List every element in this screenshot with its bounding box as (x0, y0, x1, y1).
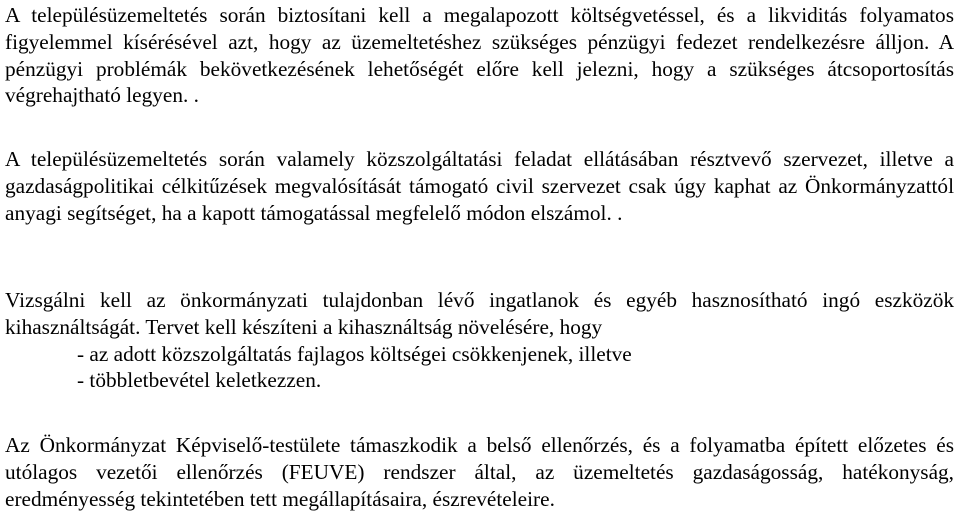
paragraph-asset-utilization (5, 287, 954, 394)
paragraph-civil-support: A településüzemeltetés során valamely közszolgáltatási feladat ellátásában résztvevő szervezet, illetve a gazdaságpolitikai célkitűzések megvalósítását támogató civil szervezet csak úgy kaphat az Önkormányzattól anyagi segítséget, ha a kapott támogatással megfelelő módon elszámol. . (5, 147, 954, 225)
paragraph-liquidity: A településüzemeltetés során biztosítani kell a megalapozott költségvetéssel, és a likviditás folyamatos figyelemmel kísérésével azt, hogy az üzemeltetéshez szükséges pénzügyi fedezet rendelkezésre álljon. A pénzügyi problémák bekövetkezésének lehetőségét előre kell jelezni, hogy a szükséges átcsoportosítás végrehajtható legyen. . (5, 3, 954, 108)
paragraph-internal-audit: Az Önkormányzat Képviselő-testülete támaszkodik a belső ellenőrzés, és a folyamatba épített előzetes és utólagos vezetői ellenőrzés (FEUVE) rendszer által, az üzemeltetés gazdaságosság, hatékonyság, eredményesség tekintetében tett megállapításaira, észrevételeire. (5, 433, 954, 511)
list-item-cost-reduction: - az adott közszolgáltatás fajlagos költségei csökkenjenek, illetve (77, 341, 632, 366)
list-item-extra-revenue: - többletbevétel keletkezzen. (77, 368, 322, 393)
paragraph-asset-utilization-text: Vizsgálni kell az önkormányzati tulajdonban lévő ingatlanok és egyéb hasznosítható ingó eszközök kihasználtságát. Tervet kell készíteni a kihasználtság növelésére, hogy (5, 288, 954, 339)
